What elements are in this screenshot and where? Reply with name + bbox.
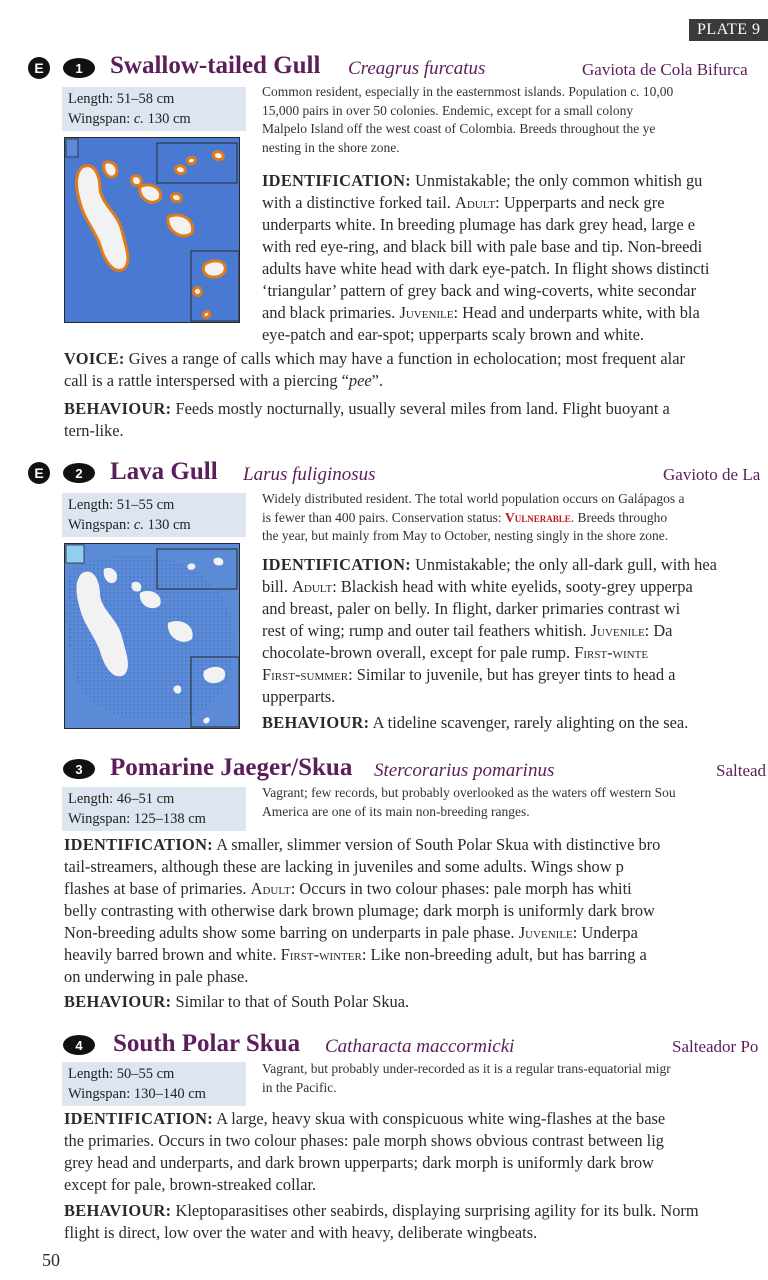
measurements-3	[62, 787, 246, 831]
species-name-3: Pomarine Jaeger/Skua	[110, 754, 353, 781]
range-map-1	[64, 137, 240, 323]
behaviour-2: BEHAVIOUR: A tideline scavenger, rarely alighting on the sea.	[262, 713, 689, 732]
measurements-2	[62, 493, 246, 537]
status-text-2: Widely distributed resident. The total world population occurs on Galápagos a is fewer than 400 pairs. Conservation status: Vulnerable. Breeds througho the year, but mainly from May to October, nesting singly in the shore zone.	[262, 491, 685, 543]
local-name-4: Salteador Po	[672, 1037, 759, 1056]
behaviour-1: BEHAVIOUR: Feeds mostly nocturnally, usually several miles from land. Flight buoyant a tern-like.	[64, 399, 670, 440]
length-1: Length: 51–58 cm	[68, 91, 175, 107]
scientific-name-4: Catharacta maccormicki	[325, 1036, 515, 1057]
length-2: Length: 51–55 cm	[68, 497, 175, 513]
identification-4: IDENTIFICATION: A large, heavy skua with conspicuous white wing-flashes at the base the primaries. Occurs in two colour phases: pale morph shows obvious contrast between lig grey head and underparts, and dark brown upperparts; dark morph is uniformly dark brow except for pale, brown-streaked collar.	[64, 1109, 666, 1194]
wingspan-2: Wingspan: c. 130 cm	[68, 517, 191, 533]
species-number-4: 4	[63, 1035, 95, 1055]
status-text-4: Vagrant, but probably under-recorded as it is a regular trans-equatorial migr in the Pacific.	[262, 1061, 671, 1095]
vulnerable-status: Vulnerable	[504, 509, 571, 525]
plate-label: PLATE 9	[689, 19, 768, 41]
behaviour-3: BEHAVIOUR: Similar to that of South Polar Skua.	[64, 992, 410, 1011]
range-map-2	[64, 543, 240, 729]
species-name-4: South Polar Skua	[113, 1030, 301, 1057]
measurements-1	[62, 87, 246, 131]
scientific-name-1: Creagrus furcatus	[348, 58, 486, 79]
identification-3: IDENTIFICATION: A smaller, slimmer version of South Polar Skua with distinctive bro tail-streamers, although these are lacking in juveniles and some adults. Wings show p flashes at base of primaries. Adult: Occurs in two colour phases: pale morph has whiti belly contrasting with otherwise dark brown plumage; dark morph is uniformly dark brow Non-breeding adults show some barring on underparts in pale phase. Juvenile: Underpa heavily barred brown and white. First-winter: Like non-breeding adult, but has barring a on underwing in pale phase.	[64, 835, 661, 986]
page-number: 50	[42, 1250, 60, 1270]
status-text-1: Common resident, especially in the easternmost islands. Population c. 10,00 15,000 pairs in over 50 colonies. Endemic, except for a small colony Malpelo Island off the west coast of Colombia. Breeds throughout the ye nesting in the shore zone.	[262, 84, 674, 155]
scientific-name-3: Stercorarius pomarinus	[374, 760, 555, 781]
wingspan-3: Wingspan: 125–138 cm	[68, 811, 206, 827]
status-text-3: Vagrant; few records, but probably overlooked as the waters off western Sou America are one of its main non-breeding ranges.	[262, 785, 676, 819]
length-4: Length: 50–55 cm	[68, 1066, 175, 1082]
species-number-1: 1	[63, 58, 95, 78]
species-name-2: Lava Gull	[110, 458, 218, 485]
voice-1: VOICE: Gives a range of calls which may have a function in echolocation; most frequent alar call is a rattle interspersed with a piercing “pee”.	[64, 349, 685, 390]
wingspan-1: Wingspan: c. 130 cm	[68, 111, 191, 127]
length-3: Length: 46–51 cm	[68, 791, 175, 807]
identification-1: IDENTIFICATION: Unmistakable; the only common whitish gu with a distinctive forked tail. Adult: Upperparts and neck gre underparts white. In breeding plumage has dark grey head, large e with red eye-ring, and black bill with pale base and tip. Non-breedi adults have white head with dark eye-patch. In flight shows distincti ‘triangular’ pattern of grey back and wing-coverts, white secondar and black primaries. Juvenile: Head and underparts white, with bla eye-patch and ear-spot; upperparts scaly brown and white.	[262, 171, 710, 344]
endemic-marker-2: E	[28, 462, 50, 484]
measurements-4	[62, 1062, 246, 1106]
wingspan-4: Wingspan: 130–140 cm	[68, 1086, 206, 1102]
species-name-1: Swallow-tailed Gull	[110, 52, 321, 79]
species-number-3: 3	[63, 759, 95, 779]
endemic-marker-1: E	[28, 57, 50, 79]
local-name-3: Saltead	[716, 761, 767, 780]
local-name-1: Gaviota de Cola Bifurca	[582, 60, 748, 79]
behaviour-4: BEHAVIOUR: Kleptoparasitises other seabirds, displaying surprising agility for its bulk. Norm flight is direct, low over the water and with heavy, deliberate wingbeats.	[64, 1201, 699, 1242]
scientific-name-2: Larus fuliginosus	[243, 464, 376, 485]
identification-2: IDENTIFICATION: Unmistakable; the only all-dark gull, with hea bill. Adult: Blackish head with white eyelids, sooty-grey upperpa and breast, paler on belly. In flight, darker primaries contrast wi rest of wing; rump and outer tail feathers whitish. Juvenile: Da chocolate-brown overall, except for pale rump. First-winte First-summer: Similar to juvenile, but has greyer tints to head a upperparts.	[262, 555, 717, 706]
local-name-2: Gavioto de La	[663, 465, 761, 484]
species-number-2: 2	[63, 463, 95, 483]
